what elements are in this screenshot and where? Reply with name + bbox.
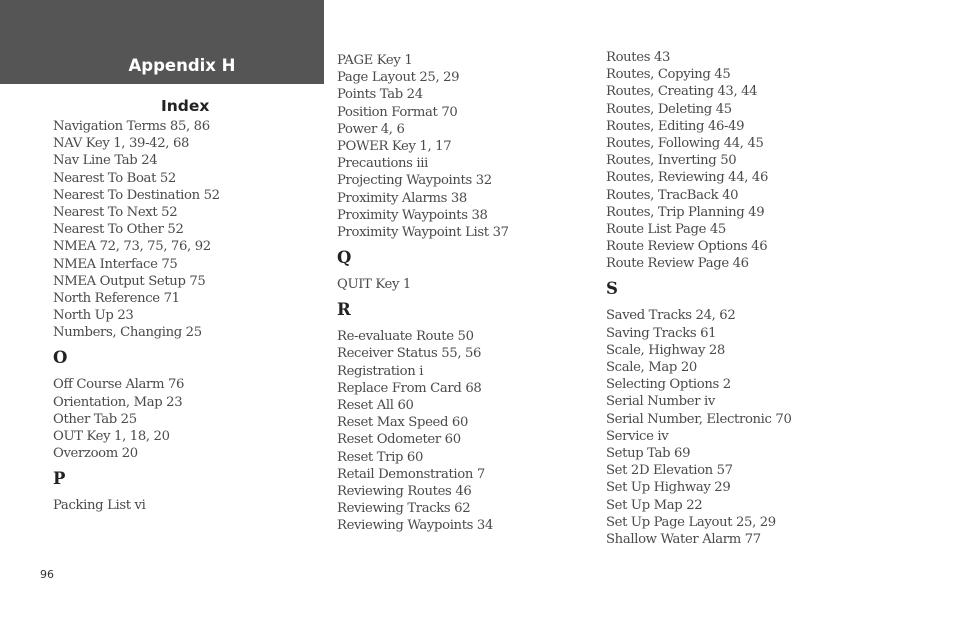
- index-entry: Proximity Waypoint List 37: [337, 224, 509, 240]
- index-entry: Nearest To Boat 52: [53, 170, 176, 186]
- index-entry: Setup Tab 69: [606, 445, 691, 461]
- index-entry: NMEA 72, 73, 75, 76, 92: [53, 239, 211, 255]
- index-column-3: [606, 49, 792, 548]
- index-entry: Receiver Status 55, 56: [337, 346, 482, 362]
- index-entry: Overzoom 20: [53, 446, 138, 462]
- index-entry: Routes, Inverting 50: [606, 153, 737, 169]
- index-entry: Other Tab 25: [53, 411, 137, 427]
- index-column-1: [53, 118, 220, 515]
- index-entry: Off Course Alarm 76: [53, 377, 185, 393]
- index-entry: Routes, Editing 46-49: [606, 118, 745, 134]
- index-entry: Set 2D Elevation 57: [606, 463, 733, 479]
- index-entry: Orientation, Map 23: [53, 394, 183, 410]
- index-letter-heading: Q: [337, 248, 352, 268]
- index-entry: Routes, Copying 45: [606, 67, 731, 83]
- index-entry: Scale, Highway 28: [606, 342, 725, 358]
- index-entry: Reset Max Speed 60: [337, 415, 468, 431]
- index-entry: Routes, Creating 43, 44: [606, 84, 758, 100]
- index-entry: Serial Number iv: [606, 394, 715, 410]
- index-title: Index: [161, 97, 210, 115]
- index-entry: Service iv: [606, 428, 669, 444]
- index-column-2: [337, 52, 509, 535]
- index-entry: Page Layout 25, 29: [337, 70, 460, 86]
- index-entry: Points Tab 24: [337, 87, 423, 103]
- page-number: 96: [40, 568, 54, 581]
- index-entry: Route List Page 45: [606, 221, 726, 237]
- index-letter-heading: O: [53, 348, 68, 368]
- index-entry: OUT Key 1, 18, 20: [53, 429, 170, 444]
- index-entry: PAGE Key 1: [337, 53, 413, 68]
- index-entry: Nearest To Other 52: [53, 222, 184, 238]
- index-entry: QUIT Key 1: [337, 277, 411, 293]
- index-entry: Route Review Page 46: [606, 256, 749, 272]
- index-entry: Route Review Options 46: [606, 239, 768, 255]
- index-entry: Reviewing Tracks 62: [337, 501, 471, 517]
- index-entry: POWER Key 1, 17: [337, 138, 452, 154]
- index-entry: Reset Trip 60: [337, 449, 423, 465]
- index-entry: Routes, Reviewing 44, 46: [606, 170, 769, 186]
- index-entry: Set Up Page Layout 25, 29: [606, 514, 776, 530]
- index-entry: Registration i: [337, 363, 424, 379]
- index-entry: North Reference 71: [53, 290, 180, 306]
- index-entry: Routes, Following 44, 45: [606, 135, 764, 151]
- index-entry: Power 4, 6: [337, 121, 405, 137]
- index-entry: Routes 43: [606, 50, 671, 65]
- index-entry: NMEA Output Setup 75: [53, 273, 206, 289]
- index-entry: Scale, Map 20: [606, 360, 697, 375]
- index-entry: Retail Demonstration 7: [337, 466, 485, 482]
- index-entry: Proximity Alarms 38: [337, 190, 467, 206]
- index-entry: Selecting Options 2: [606, 377, 731, 393]
- index-entry: Re-evaluate Route 50: [337, 329, 474, 345]
- index-entry: Nav Line Tab 24: [53, 153, 158, 169]
- index-entry: Replace From Card 68: [337, 380, 482, 396]
- index-entry: Routes, Trip Planning 49: [606, 204, 765, 220]
- index-letter-heading: P: [53, 469, 66, 489]
- index-entry: Packing List vi: [53, 498, 146, 514]
- index-entry: Nearest To Next 52: [53, 204, 178, 220]
- index-entry: Set Up Highway 29: [606, 480, 731, 496]
- appendix-label: Appendix H: [128, 56, 236, 75]
- index-entry: Precautions iii: [337, 156, 429, 172]
- index-entry: Set Up Map 22: [606, 497, 703, 513]
- index-entry: Nearest To Destination 52: [53, 187, 220, 203]
- index-entry: Serial Number, Electronic 70: [606, 411, 792, 427]
- index-entry: Saved Tracks 24, 62: [606, 308, 736, 324]
- index-letter-heading: S: [606, 279, 618, 299]
- index-entry: Numbers, Changing 25: [53, 325, 202, 341]
- index-entry: NAV Key 1, 39-42, 68: [53, 136, 190, 152]
- index-entry: Reviewing Waypoints 34: [337, 518, 493, 534]
- index-entry: North Up 23: [53, 308, 134, 324]
- index-entry: NMEA Interface 75: [53, 256, 178, 272]
- index-entry: Navigation Terms 85, 86: [53, 119, 210, 134]
- index-entry: Projecting Waypoints 32: [337, 173, 492, 189]
- index-entry: Shallow Water Alarm 77: [606, 531, 761, 547]
- index-entry: Position Format 70: [337, 104, 458, 120]
- index-entry: Reset All 60: [337, 398, 414, 413]
- index-entry: Reset Odometer 60: [337, 432, 461, 448]
- index-entry: Routes, TracBack 40: [606, 187, 739, 203]
- index-entry: Proximity Waypoints 38: [337, 207, 488, 223]
- index-entry: Reviewing Routes 46: [337, 483, 472, 499]
- index-entry: Routes, Deleting 45: [606, 101, 732, 117]
- index-letter-heading: R: [337, 300, 351, 320]
- index-entry: Saving Tracks 61: [606, 325, 717, 341]
